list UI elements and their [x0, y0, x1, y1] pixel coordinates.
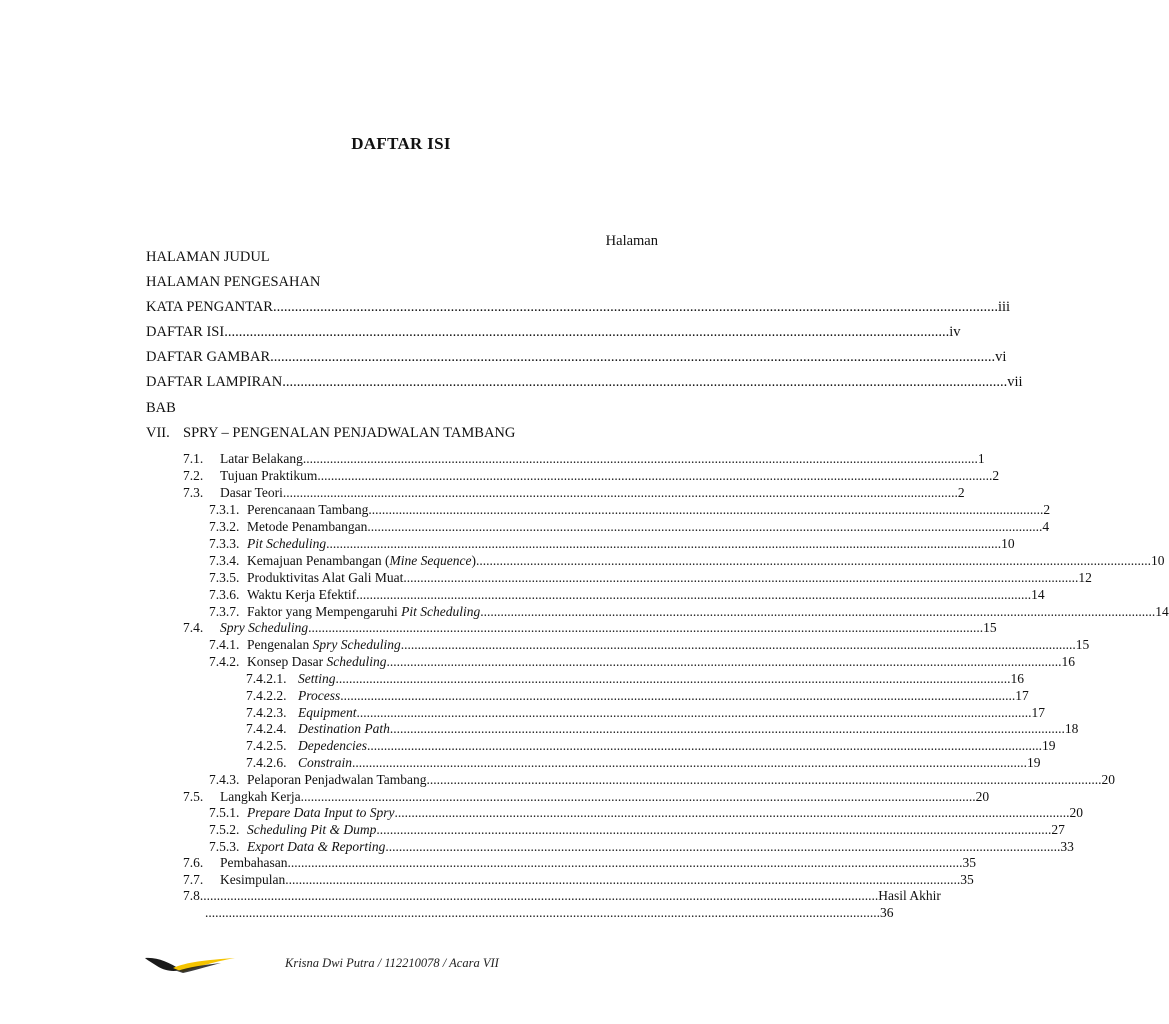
chapter-heading[interactable]: [146, 425, 515, 442]
toc-page-number: 16: [1010, 671, 1024, 686]
toc-entry-label: Depedencies: [298, 738, 367, 753]
toc-page-number: Hasil Akhir: [878, 888, 941, 903]
toc-entry-label: BAB: [146, 400, 176, 416]
toc-entry-daftar-lampiran[interactable]: [146, 374, 1023, 391]
toc-page-number: 19: [1027, 755, 1041, 770]
toc-entry[interactable]: [183, 467, 1000, 484]
dot-leader: ........................................................................................................................................................................................................: [335, 671, 1011, 686]
toc-entry-label: Setting: [298, 671, 336, 686]
toc-entry-number: 7.4.2.4.: [246, 721, 287, 736]
dot-leader: ........................................................................................................................................................................................................: [403, 570, 1079, 585]
toc-entry-number: 7.4.2.5.: [246, 738, 287, 753]
toc-entry-label: Perencanaan Tambang: [247, 502, 369, 517]
toc-entry[interactable]: [246, 670, 1024, 687]
toc-page-number: 35: [962, 855, 976, 870]
toc-entry[interactable]: [246, 720, 1079, 737]
toc-page-number: 1: [977, 451, 985, 466]
toc-entry-number: 7.8.: [183, 888, 204, 903]
dot-leader: ........................................................................................................................................................................................................: [282, 485, 958, 500]
toc-entry-label: DAFTAR ISI: [146, 324, 225, 340]
toc-entry[interactable]: [246, 687, 1029, 704]
toc-page-number: 10: [1001, 536, 1015, 551]
toc-entry-label: Dasar Teori: [220, 485, 283, 500]
toc-entry-number: 7.4.: [183, 620, 204, 635]
dot-leader: ........................................................................................................................................................................................................: [386, 654, 1062, 669]
toc-page-number: 2: [1043, 502, 1051, 517]
toc-entry-label: Pengenalan Spry Scheduling: [247, 637, 401, 652]
toc-entry-label: Scheduling Pit & Dump: [247, 822, 377, 837]
toc-entry-number: 7.4.2.6.: [246, 755, 287, 770]
toc-entry-continuation[interactable]: [205, 904, 894, 921]
toc-page-number: 36: [880, 905, 894, 920]
toc-entry-halaman-judul[interactable]: [146, 249, 658, 266]
dot-leader: ........................................................................................................................................................................................................: [270, 349, 996, 365]
toc-entry[interactable]: [183, 484, 965, 501]
toc-entry[interactable]: [183, 771, 1116, 788]
toc-entry[interactable]: [183, 788, 990, 805]
toc-entry-label: Pelaporan Penjadwalan Tambang: [247, 772, 427, 787]
toc-page-number: 35: [960, 872, 974, 887]
toc-entry[interactable]: [246, 704, 1045, 721]
toc-entry[interactable]: [183, 871, 974, 888]
toc-page-number: 16: [1061, 654, 1075, 669]
dot-leader: ........................................................................................................................................................................................................: [366, 738, 1042, 753]
dot-leader: ........................................................................................................................................................................................................: [272, 299, 998, 315]
dot-leader: ........................................................................................................................................................................................................: [389, 721, 1065, 736]
dot-leader: ........................................................................................................................................................................................................: [426, 772, 1102, 787]
toc-page-number: 33: [1060, 839, 1074, 854]
toc-page-number: 14: [1155, 604, 1169, 619]
toc-entry[interactable]: [183, 569, 1092, 586]
toc-page-number: 20: [1069, 805, 1083, 820]
dot-leader: ........................................................................................................................................................................................................: [480, 604, 1156, 619]
dot-leader: ........................................................................................................................................................................................................: [224, 324, 950, 340]
toc-entry-number: 7.4.2.: [209, 654, 240, 669]
dot-leader: ........................................................................................................................................................................................................: [340, 688, 1016, 703]
toc-page-number: 27: [1051, 822, 1065, 837]
toc-entry-daftar-gambar[interactable]: [146, 349, 1007, 366]
toc-entry-label: Waktu Kerja Efektif: [247, 587, 357, 602]
dot-leader: ........................................................................................................................................................................................................: [300, 789, 976, 804]
toc-entry-label: Process: [298, 688, 341, 703]
toc-page-number: vi: [995, 349, 1007, 365]
toc-entry-number: 7.3.6.: [209, 587, 240, 602]
toc-page-number: 17: [1015, 688, 1029, 703]
toc-entry[interactable]: [246, 754, 1041, 771]
toc-entry[interactable]: [183, 552, 1165, 569]
toc-page-number: 4: [1042, 519, 1050, 534]
toc-entry-number: 7.4.2.3.: [246, 705, 287, 720]
toc-entry-label: Latar Belakang: [220, 451, 303, 466]
toc-entry-number: 7.5.2.: [209, 822, 240, 837]
toc-entry-number: 7.5.1.: [209, 805, 240, 820]
toc-entry-label: Langkah Kerja: [220, 789, 301, 804]
toc-entry-halaman-pengesahan[interactable]: [146, 274, 658, 291]
toc-entry-label: Tujuan Praktikum: [220, 468, 318, 483]
dot-leader: ........................................................................................................................................................................................................: [368, 502, 1044, 517]
toc-entry-label: Prepare Data Input to Spry: [247, 805, 395, 820]
toc-entry-number: 7.4.3.: [209, 772, 240, 787]
toc-entry-label: KATA PENGANTAR: [146, 299, 273, 315]
toc-page-number: 20: [1101, 772, 1116, 787]
toc-entry[interactable]: [246, 737, 1056, 754]
toc-entry-label: Constrain: [298, 755, 353, 770]
dot-leader: ........................................................................................................................................................................................................: [356, 705, 1032, 720]
toc-page-number: 10: [1151, 553, 1165, 568]
logo-icon: [143, 950, 237, 976]
toc-page-number: 15: [1075, 637, 1090, 652]
toc-entry-label: Kesimpulan: [220, 872, 286, 887]
dot-leader: ........................................................................................................................................................................................................: [205, 905, 880, 920]
toc-entry-number: 7.4.1.: [209, 637, 240, 652]
toc-page-number: iii: [997, 299, 1011, 315]
toc-page-number: 2: [992, 468, 1000, 483]
toc-entry-number: 7.7.: [183, 872, 204, 887]
dot-leader: ........................................................................................................................................................................................................: [282, 374, 1008, 390]
dot-leader: ........................................................................................................................................................................................................: [352, 755, 1028, 770]
dot-leader: ........................................................................................................................................................................................................: [203, 888, 879, 903]
toc-entry[interactable]: [183, 450, 985, 467]
toc-entry-label: Metode Penambangan: [247, 519, 368, 534]
toc-entry-bab: [146, 400, 658, 417]
dot-leader: ........................................................................................................................................................................................................: [385, 839, 1061, 854]
toc-entry-label: Export Data & Reporting: [247, 839, 386, 854]
toc-entry-number: 7.3.3.: [209, 536, 240, 551]
toc-entry[interactable]: [183, 653, 1075, 670]
toc-entry-kata-pengantar[interactable]: [146, 299, 1011, 316]
dot-leader: ........................................................................................................................................................................................................: [356, 587, 1032, 602]
dot-leader: ........................................................................................................................................................................................................: [400, 637, 1076, 652]
dot-leader: ........................................................................................................................................................................................................: [287, 855, 963, 870]
toc-page-number: iv: [949, 324, 961, 340]
toc-entry-number: 7.4.2.2.: [246, 688, 287, 703]
toc-entry-number: 7.5.: [183, 789, 204, 804]
toc-entry-daftar-isi[interactable]: [146, 324, 961, 341]
toc-entry-number: 7.3.7.: [209, 604, 240, 619]
toc-entry-label: Konsep Dasar Scheduling: [247, 654, 387, 669]
halaman-column-label: Halaman: [605, 233, 658, 249]
toc-entry[interactable]: [183, 636, 1090, 653]
dot-leader: ........................................................................................................................................................................................................: [326, 536, 1002, 551]
toc-entry-number: 7.3.5.: [209, 570, 240, 585]
toc-entry[interactable]: [183, 821, 1065, 838]
toc-entry-label: Destination Path: [298, 721, 390, 736]
toc-page-number: 12: [1078, 570, 1092, 585]
dot-leader: ........................................................................................................................................................................................................: [367, 519, 1043, 534]
toc-entry-label: DAFTAR LAMPIRAN: [146, 374, 283, 390]
toc-page-number: 15: [983, 620, 997, 635]
toc-page-number: 19: [1041, 738, 1056, 753]
toc-page-number: 14: [1031, 587, 1045, 602]
toc-entry-label: DAFTAR GAMBAR: [146, 349, 271, 365]
toc-entry-number: 7.3.: [183, 485, 204, 500]
page-title: DAFTAR ISI: [351, 134, 451, 153]
toc-entry-label: Pit Scheduling: [247, 536, 327, 551]
toc-entry-number: 7.2.: [183, 468, 204, 483]
dot-leader: ........................................................................................................................................................................................................: [376, 822, 1052, 837]
toc-entry[interactable]: [183, 535, 1015, 552]
toc-entry-label: Produktivitas Alat Gali Muat: [247, 570, 404, 585]
toc-entry-label: Pembahasan: [220, 855, 288, 870]
dot-leader: ........................................................................................................................................................................................................: [302, 451, 978, 466]
toc-entry-label: Spry Scheduling: [220, 620, 309, 635]
toc-entry[interactable]: [183, 586, 1045, 603]
toc-entry-number: 7.3.1.: [209, 502, 240, 517]
toc-entry-number: 7.3.2.: [209, 519, 240, 534]
toc-entry-number: 7.4.2.1.: [246, 671, 287, 686]
toc-page-number: vii: [1007, 374, 1023, 390]
toc-entry[interactable]: [183, 838, 1074, 855]
toc-entry[interactable]: [183, 619, 997, 636]
toc-entry[interactable]: [183, 887, 941, 904]
footer-author: Krisna Dwi Putra / 112210078 / Acara VII: [285, 956, 499, 970]
toc-page-number: 20: [975, 789, 990, 804]
toc-page-number: 17: [1031, 705, 1045, 720]
toc-page-number: 2: [957, 485, 965, 500]
dot-leader: ........................................................................................................................................................................................................: [317, 468, 993, 483]
toc-entry[interactable]: [183, 603, 1169, 620]
toc-entry-label: HALAMAN JUDUL: [146, 249, 270, 265]
toc-entry[interactable]: [183, 804, 1083, 821]
dot-leader: ........................................................................................................................................................................................................: [394, 805, 1070, 820]
dot-leader: ........................................................................................................................................................................................................: [476, 553, 1152, 568]
toc-entry-number: 7.1.: [183, 451, 204, 466]
toc-entry[interactable]: [183, 501, 1051, 518]
toc-entry-label: Equipment: [298, 705, 357, 720]
dot-leader: ........................................................................................................................................................................................................: [285, 872, 961, 887]
toc-entry-number: 7.6.: [183, 855, 204, 870]
toc-entry-number: 7.3.4.: [209, 553, 240, 568]
toc-entry-number: 7.5.3.: [209, 839, 240, 854]
toc-entry[interactable]: [183, 854, 976, 871]
toc-entry-label: HALAMAN PENGESAHAN: [146, 274, 321, 290]
toc-entry-label: Kemajuan Penambangan (Mine Sequence): [247, 553, 477, 568]
toc-page-number: 18: [1064, 721, 1079, 736]
chapter-number: VII.: [146, 425, 170, 441]
chapter-title: SPRY – PENGENALAN PENJADWALAN TAMBANG: [183, 425, 516, 441]
dot-leader: ........................................................................................................................................................................................................: [308, 620, 984, 635]
toc-entry-label: Faktor yang Mempengaruhi Pit Scheduling: [247, 604, 481, 619]
toc-entry[interactable]: [183, 518, 1050, 535]
